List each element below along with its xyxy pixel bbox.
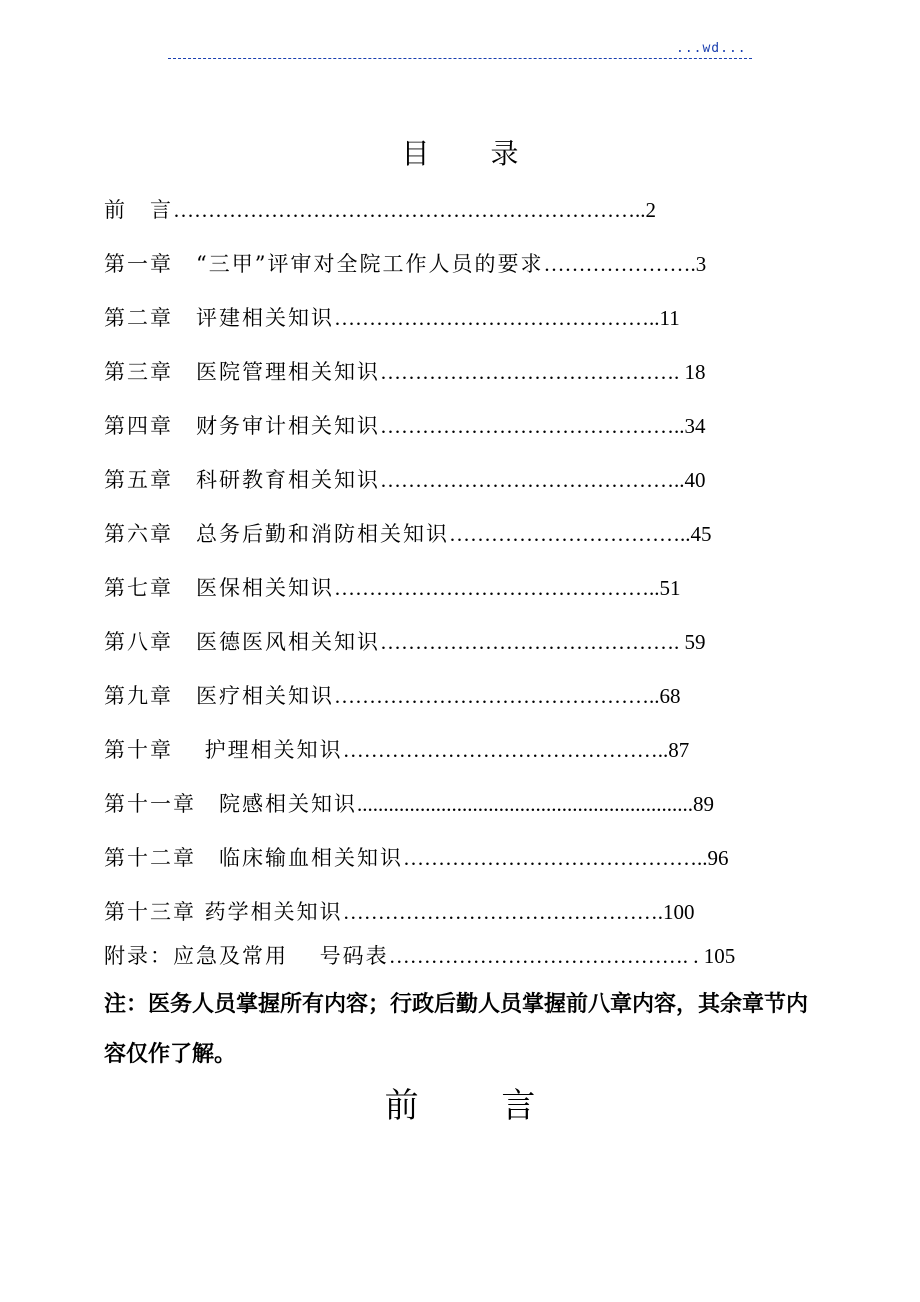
toc-entry[interactable] xyxy=(104,411,706,441)
toc-entry-page-number: 89 xyxy=(693,792,714,816)
toc-entry-label: 第三章 医院管理相关知识 xyxy=(104,360,380,384)
toc-entry-leader: ……………………………………….. xyxy=(334,576,660,600)
toc-entry-page-number: 40 xyxy=(684,468,706,492)
toc-entry[interactable] xyxy=(104,573,681,603)
toc-title: 目 录 xyxy=(401,137,545,170)
toc-entry[interactable] xyxy=(104,303,680,333)
toc-entry-leader: ……………………………………. xyxy=(380,630,685,654)
toc-entry[interactable] xyxy=(104,465,706,495)
toc-entry-leader: …………………. xyxy=(543,252,696,276)
preface-title: 前 言 xyxy=(384,1086,572,1126)
toc-entry-page-number: 51 xyxy=(659,576,681,600)
toc-entry[interactable] xyxy=(104,941,735,971)
toc-entry-page-number: 87 xyxy=(668,738,690,762)
toc-entry-page-number: 100 xyxy=(662,900,695,924)
toc-entry-label: 第七章 医保相关知识 xyxy=(104,576,334,600)
toc-entry-leader: ……………………………………. xyxy=(380,360,685,384)
toc-entry[interactable] xyxy=(104,519,712,549)
toc-entry-leader: ……………………………………….. xyxy=(334,306,660,330)
toc-entry-page-number: 105 xyxy=(703,944,736,968)
toc-entry-label: 第十二章 临床输血相关知识 xyxy=(104,846,403,870)
toc-entry[interactable] xyxy=(104,897,694,927)
toc-entry[interactable] xyxy=(104,195,656,225)
toc-entry-leader: ………………………………………. xyxy=(342,900,663,924)
toc-entry-page-number: 3 xyxy=(695,252,707,276)
toc-entry-leader: ……………………………………….. xyxy=(342,738,669,762)
toc-entry[interactable] xyxy=(104,789,714,819)
header-watermark: ...wd... xyxy=(676,41,747,56)
toc-entry[interactable] xyxy=(104,627,706,657)
toc-entry-leader: …………………………….. xyxy=(449,522,691,546)
toc-entry-label: 第九章 医疗相关知识 xyxy=(104,684,334,708)
toc-entry-label: 第四章 财务审计相关知识 xyxy=(104,414,380,438)
reading-note: 注：医务人员掌握所有内容；行政后勤人员掌握前八章内容，其余章节内容仅作了解。 xyxy=(104,992,809,1067)
toc-entry-leader: …………………………………….. xyxy=(403,846,708,870)
toc-entry[interactable] xyxy=(104,249,706,279)
toc-entry-label: 第六章 总务后勤和消防相关知识 xyxy=(104,522,449,546)
toc-entry-page-number: 59 xyxy=(684,630,706,654)
toc-entry-page-number: 45 xyxy=(690,522,712,546)
toc-entry-label: 第十一章 院感相关知识 xyxy=(104,792,357,816)
toc-entry-page-number: 96 xyxy=(707,846,729,870)
toc-entry-page-number: 68 xyxy=(659,684,681,708)
toc-entry-page-number: 2 xyxy=(645,198,656,222)
toc-entry[interactable] xyxy=(104,843,729,873)
toc-entry-leader: ................................................................ xyxy=(357,792,693,816)
toc-entry-label: 第一章 “三甲”评审对全院工作人员的要求 xyxy=(104,252,544,276)
toc-entry-label: 附录：应急及常用 号码表 xyxy=(104,944,389,968)
toc-entry-leader: ……………………………………. . xyxy=(388,944,704,968)
toc-entry[interactable] xyxy=(104,357,706,387)
toc-entry[interactable] xyxy=(104,681,681,711)
toc-entry[interactable] xyxy=(104,735,689,765)
toc-entry-leader: ……………………………………….. xyxy=(334,684,660,708)
header-dashed-rule xyxy=(168,58,752,59)
toc-entry-label: 第十三章 药学相关知识 xyxy=(104,900,343,924)
toc-entry-leader: …………………………………….. xyxy=(380,468,685,492)
toc-entry-label: 前 言 xyxy=(104,198,173,222)
toc-entry-label: 第十章 护理相关知识 xyxy=(104,738,343,762)
toc-entry-leader: ………………………………………………………….. xyxy=(173,198,646,222)
toc-entry-label: 第五章 科研教育相关知识 xyxy=(104,468,380,492)
toc-entry-label: 第八章 医德医风相关知识 xyxy=(104,630,380,654)
toc-entry-page-number: 11 xyxy=(659,306,680,330)
toc-entry-leader: …………………………………….. xyxy=(380,414,685,438)
toc-entry-page-number: 18 xyxy=(684,360,706,384)
toc-entry-page-number: 34 xyxy=(684,414,706,438)
toc-entry-label: 第二章 评建相关知识 xyxy=(104,306,334,330)
